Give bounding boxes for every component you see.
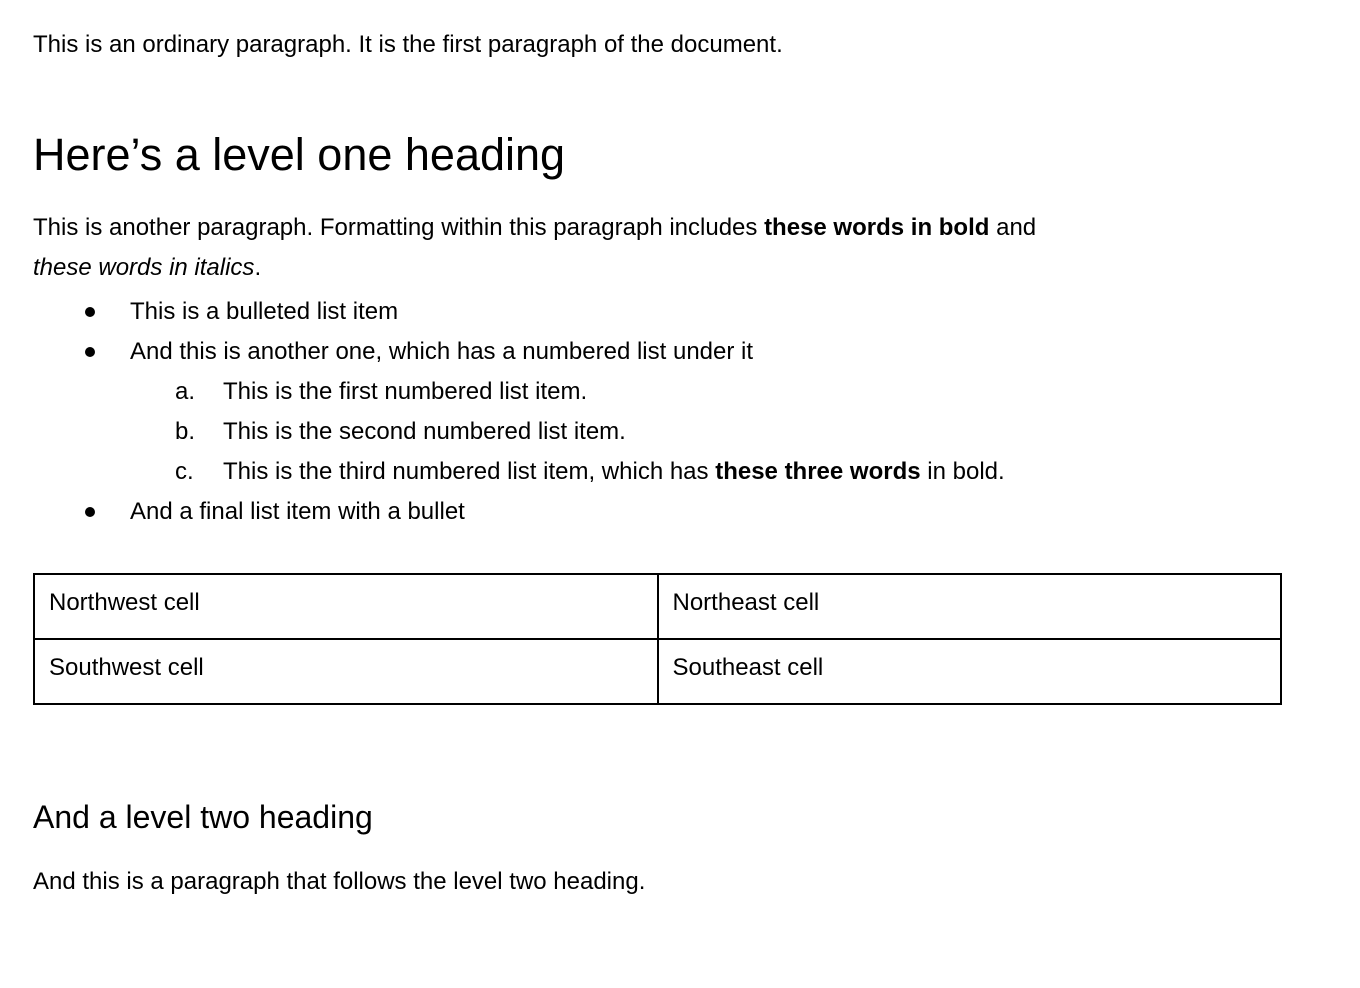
list-marker: b. [175, 418, 196, 445]
first-paragraph: This is an ordinary paragraph. It is the first paragraph of the document. [33, 31, 783, 58]
list-item-text: And a final list item with a bullet [130, 498, 465, 525]
bullet-icon [85, 507, 95, 517]
numbered-list-item [33, 372, 1282, 412]
list-item-text [223, 458, 1005, 485]
numbered-list-item [33, 452, 1282, 492]
list-item-text: This is the second numbered list item. [223, 418, 626, 445]
bold-text: these words in bold [764, 214, 990, 241]
list-item-text: This is a bulleted list item [130, 298, 399, 325]
bulleted-list [33, 292, 1282, 532]
final-paragraph: And this is a paragraph that follows the level two heading. [33, 868, 646, 895]
level-two-heading: And a level two heading [33, 799, 373, 835]
level-one-heading: Here’s a level one heading [33, 129, 566, 180]
list-marker: a. [175, 378, 196, 405]
paragraph-text: This is another paragraph. Formatting within this paragraph includes [33, 214, 765, 241]
numbered-list-item [33, 412, 1282, 452]
paragraph-text: and [989, 214, 1037, 241]
paragraph-text: in bold. [920, 458, 1005, 485]
list-item-text: This is the first numbered list item. [223, 378, 588, 405]
list-item [33, 492, 1282, 532]
table-cell-southwest: Southwest cell [34, 639, 658, 704]
table-row [34, 639, 1281, 704]
list-item [33, 332, 1282, 372]
list-item [33, 292, 1282, 332]
document-table [33, 573, 1282, 705]
second-paragraph [33, 208, 1282, 288]
table-cell-northeast: Northeast cell [658, 574, 1282, 639]
italic-text: these words in italics [33, 254, 255, 281]
bold-text: these three words [715, 458, 921, 485]
paragraph-text: This is the third numbered list item, which has [223, 458, 716, 485]
bullet-icon [85, 307, 95, 317]
list-marker: c. [175, 458, 194, 485]
table-cell-northwest: Northwest cell [34, 574, 658, 639]
table-row [34, 574, 1281, 639]
bullet-icon [85, 347, 95, 357]
list-item-text: And this is another one, which has a numbered list under it [130, 338, 754, 365]
table-cell-southeast: Southeast cell [658, 639, 1282, 704]
paragraph-text: . [254, 254, 262, 281]
